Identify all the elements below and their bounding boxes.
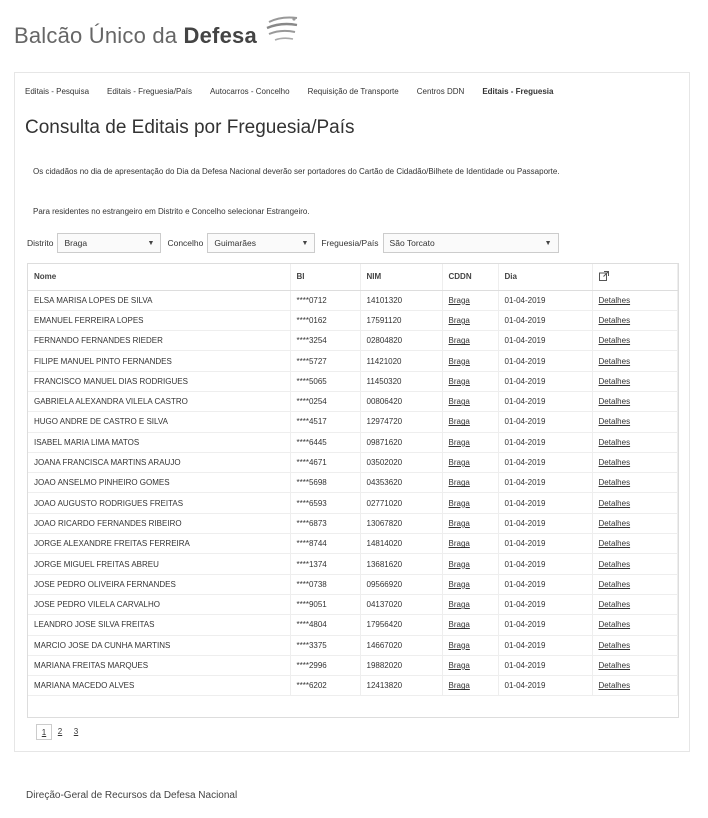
cell-dia: 01-04-2019 — [498, 635, 592, 655]
cell-cddn[interactable]: Braga — [442, 331, 498, 351]
cell-dia: 01-04-2019 — [498, 331, 592, 351]
cell-nome: MARCIO JOSE DA CUNHA MARTINS — [28, 635, 290, 655]
table-row — [28, 473, 678, 493]
table-row — [28, 655, 678, 675]
header-nome[interactable]: Nome — [28, 264, 290, 290]
cell-detalhes[interactable]: Detalhes — [592, 655, 678, 675]
cell-detalhes[interactable]: Detalhes — [592, 554, 678, 574]
cell-bi: ****3254 — [290, 331, 360, 351]
cell-nim: 00806420 — [360, 391, 442, 411]
cell-bi: ****1374 — [290, 554, 360, 574]
cell-bi: ****0162 — [290, 310, 360, 330]
table-row — [28, 493, 678, 513]
cell-bi: ****8744 — [290, 534, 360, 554]
cell-cddn[interactable]: Braga — [442, 676, 498, 696]
cell-bi: ****6593 — [290, 493, 360, 513]
cell-detalhes[interactable]: Detalhes — [592, 310, 678, 330]
cell-bi: ****5698 — [290, 473, 360, 493]
cell-bi: ****0738 — [290, 574, 360, 594]
nav-requisicao-transporte[interactable]: Requisição de Transporte — [307, 87, 399, 96]
cell-cddn[interactable]: Braga — [442, 473, 498, 493]
cell-detalhes[interactable]: Detalhes — [592, 574, 678, 594]
cell-cddn[interactable]: Braga — [442, 351, 498, 371]
cell-cddn[interactable]: Braga — [442, 371, 498, 391]
cell-detalhes[interactable]: Detalhes — [592, 432, 678, 452]
cell-detalhes[interactable]: Detalhes — [592, 331, 678, 351]
content-card — [14, 72, 690, 752]
cell-nim: 02771020 — [360, 493, 442, 513]
cell-detalhes[interactable]: Detalhes — [592, 371, 678, 391]
editais-table — [27, 263, 679, 737]
table-row — [28, 331, 678, 351]
table-row — [28, 432, 678, 452]
table-row — [28, 310, 678, 330]
cell-dia: 01-04-2019 — [498, 351, 592, 371]
cell-nim: 14667020 — [360, 635, 442, 655]
cell-nim: 03502020 — [360, 452, 442, 472]
table-row — [28, 574, 678, 594]
cell-nome: MARIANA MACEDO ALVES — [28, 676, 290, 696]
page-title: Consulta de Editais por Freguesia/País — [25, 117, 355, 138]
table-row — [28, 391, 678, 411]
cell-dia: 01-04-2019 — [498, 594, 592, 614]
cell-bi: ****9051 — [290, 594, 360, 614]
cell-nome: ELSA MARISA LOPES DE SILVA — [28, 290, 290, 310]
cell-detalhes[interactable]: Detalhes — [592, 635, 678, 655]
cell-nim: 13681620 — [360, 554, 442, 574]
caret-down-icon: ▼ — [301, 239, 309, 247]
cell-nim: 17591120 — [360, 310, 442, 330]
table-row — [28, 290, 678, 310]
distrito-label: Distrito — [27, 238, 54, 248]
header-dia[interactable]: Dia — [498, 264, 592, 290]
cell-nim: 09871620 — [360, 432, 442, 452]
cell-detalhes[interactable]: Detalhes — [592, 534, 678, 554]
nav-editais-pesquisa[interactable]: Editais - Pesquisa — [25, 87, 90, 96]
top-nav — [25, 87, 571, 96]
cell-nim: 09566920 — [360, 574, 442, 594]
cell-dia: 01-04-2019 — [498, 676, 592, 696]
freguesia-select[interactable] — [383, 233, 559, 253]
cell-cddn[interactable]: Braga — [442, 310, 498, 330]
cell-nome: JOAO AUGUSTO RODRIGUES FREITAS — [28, 493, 290, 513]
cell-bi: ****5065 — [290, 371, 360, 391]
cell-dia: 01-04-2019 — [498, 473, 592, 493]
cell-detalhes[interactable]: Detalhes — [592, 412, 678, 432]
cell-nome: JORGE ALEXANDRE FREITAS FERREIRA — [28, 534, 290, 554]
table-row — [28, 594, 678, 614]
table-row — [28, 615, 678, 635]
cell-nim: 19882020 — [360, 655, 442, 675]
notice-documents: Os cidadãos no dia de apresentação do Dia da Defesa Nacional deverão ser portadores do Cartão de Cidadão/Bilhete de Identidade ou Passaporte. — [33, 167, 560, 176]
table-row — [28, 676, 678, 696]
cell-dia: 01-04-2019 — [498, 534, 592, 554]
cell-dia: 01-04-2019 — [498, 513, 592, 533]
cell-detalhes[interactable]: Detalhes — [592, 676, 678, 696]
footer-text: Direção-Geral de Recursos da Defesa Nacional — [26, 790, 238, 801]
cell-nome: FRANCISCO MANUEL DIAS RODRIGUES — [28, 371, 290, 391]
cell-detalhes[interactable]: Detalhes — [592, 473, 678, 493]
external-link-icon[interactable] — [599, 271, 609, 281]
table-row — [28, 635, 678, 655]
cell-nome: FERNANDO FERNANDES RIEDER — [28, 331, 290, 351]
cell-bi: ****4671 — [290, 452, 360, 472]
cell-nome: JOSE PEDRO VILELA CARVALHO — [28, 594, 290, 614]
cell-detalhes[interactable]: Detalhes — [592, 513, 678, 533]
cell-bi: ****5727 — [290, 351, 360, 371]
cell-detalhes[interactable]: Detalhes — [592, 290, 678, 310]
nav-centros-ddn[interactable]: Centros DDN — [416, 87, 465, 96]
cell-bi: ****6202 — [290, 676, 360, 696]
cell-detalhes[interactable]: Detalhes — [592, 594, 678, 614]
cell-bi: ****0254 — [290, 391, 360, 411]
cell-nome: GABRIELA ALEXANDRA VILELA CASTRO — [28, 391, 290, 411]
table-header-row — [28, 264, 678, 290]
cell-bi: ****2996 — [290, 655, 360, 675]
cell-nim: 12413820 — [360, 676, 442, 696]
distrito-select[interactable] — [57, 233, 161, 253]
cell-detalhes[interactable]: Detalhes — [592, 615, 678, 635]
cell-cddn[interactable]: Braga — [442, 534, 498, 554]
header-bi[interactable]: BI — [290, 264, 360, 290]
nav-editais-freguesia-pais[interactable]: Editais - Freguesia/País — [107, 87, 192, 96]
cell-bi: ****4517 — [290, 412, 360, 432]
cell-nome: HUGO ANDRE DE CASTRO E SILVA — [28, 412, 290, 432]
cell-detalhes[interactable]: Detalhes — [592, 452, 678, 472]
caret-down-icon: ▼ — [544, 239, 552, 247]
defesa-logo-icon — [261, 14, 301, 50]
nav-editais-freguesia[interactable]: Editais - Freguesia — [482, 87, 554, 96]
cell-nim: 11450320 — [360, 371, 442, 391]
header-external[interactable] — [592, 264, 678, 290]
cell-cddn[interactable]: Braga — [442, 290, 498, 310]
table-row — [28, 452, 678, 472]
brand[interactable] — [14, 18, 301, 54]
cell-detalhes[interactable]: Detalhes — [592, 391, 678, 411]
cell-nim: 04137020 — [360, 594, 442, 614]
cell-dia: 01-04-2019 — [498, 391, 592, 411]
brand-name: Balcão Único da Defesa — [14, 23, 257, 48]
cell-dia: 01-04-2019 — [498, 432, 592, 452]
table-row — [28, 412, 678, 432]
cell-dia: 01-04-2019 — [498, 615, 592, 635]
cell-dia: 01-04-2019 — [498, 574, 592, 594]
cell-nome: EMANUEL FERREIRA LOPES — [28, 310, 290, 330]
cell-nim: 02804820 — [360, 331, 442, 351]
cell-nome: JOAO RICARDO FERNANDES RIBEIRO — [28, 513, 290, 533]
distrito-value: Braga — [64, 238, 88, 248]
cell-bi: ****6873 — [290, 513, 360, 533]
cell-nome: JOAO ANSELMO PINHEIRO GOMES — [28, 473, 290, 493]
table-row — [28, 513, 678, 533]
cell-nome: JOSE PEDRO OLIVEIRA FERNANDES — [28, 574, 290, 594]
cell-cddn[interactable]: Braga — [442, 452, 498, 472]
nav-autocarros-concelho[interactable]: Autocarros - Concelho — [209, 87, 290, 96]
cell-bi: ****4804 — [290, 615, 360, 635]
table-row — [28, 554, 678, 574]
cell-nim: 14101320 — [360, 290, 442, 310]
cell-cddn[interactable]: Braga — [442, 513, 498, 533]
cell-dia: 01-04-2019 — [498, 452, 592, 472]
caret-down-icon: ▼ — [147, 239, 155, 247]
cell-nim: 13067820 — [360, 513, 442, 533]
cell-cddn[interactable]: Braga — [442, 594, 498, 614]
cell-nim: 04353620 — [360, 473, 442, 493]
cell-cddn[interactable]: Braga — [442, 635, 498, 655]
cell-nim: 11421020 — [360, 351, 442, 371]
concelho-label: Concelho — [167, 238, 204, 248]
cell-nome: ISABEL MARIA LIMA MATOS — [28, 432, 290, 452]
cell-nim: 17956420 — [360, 615, 442, 635]
cell-dia: 01-04-2019 — [498, 310, 592, 330]
header-cddn[interactable]: CDDN — [442, 264, 498, 290]
cell-dia: 01-04-2019 — [498, 371, 592, 391]
cell-detalhes[interactable]: Detalhes — [592, 493, 678, 513]
cell-nim: 12974720 — [360, 412, 442, 432]
cell-nome: FILIPE MANUEL PINTO FERNANDES — [28, 351, 290, 371]
cell-nome: JORGE MIGUEL FREITAS ABREU — [28, 554, 290, 574]
table-row — [28, 534, 678, 554]
page-2-link[interactable]: 2 — [57, 727, 63, 736]
cell-dia: 01-04-2019 — [498, 412, 592, 432]
cell-dia: 01-04-2019 — [498, 290, 592, 310]
cell-cddn[interactable]: Braga — [442, 574, 498, 594]
pagination — [36, 724, 84, 740]
cell-bi: ****3375 — [290, 635, 360, 655]
cell-bi: ****6445 — [290, 432, 360, 452]
page-1-link[interactable]: 1 — [36, 724, 52, 740]
notice-abroad: Para residentes no estrangeiro em Distrito e Concelho selecionar Estrangeiro. — [33, 207, 310, 216]
cell-cddn[interactable]: Braga — [442, 432, 498, 452]
cell-cddn[interactable]: Braga — [442, 391, 498, 411]
cell-nome: LEANDRO JOSE SILVA FREITAS — [28, 615, 290, 635]
cell-cddn[interactable]: Braga — [442, 412, 498, 432]
cell-bi: ****0712 — [290, 290, 360, 310]
freguesia-label: Freguesia/País — [321, 238, 379, 248]
concelho-select[interactable] — [207, 233, 315, 253]
page-3-link[interactable]: 3 — [73, 727, 79, 736]
header-nim[interactable]: NIM — [360, 264, 442, 290]
filters — [27, 233, 565, 253]
cell-nome: JOANA FRANCISCA MARTINS ARAUJO — [28, 452, 290, 472]
cell-cddn[interactable]: Braga — [442, 615, 498, 635]
concelho-value: Guimarães — [214, 238, 256, 248]
cell-nome: MARIANA FREITAS MARQUES — [28, 655, 290, 675]
table-row — [28, 351, 678, 371]
cell-dia: 01-04-2019 — [498, 493, 592, 513]
cell-nim: 14814020 — [360, 534, 442, 554]
cell-cddn[interactable]: Braga — [442, 493, 498, 513]
cell-cddn[interactable]: Braga — [442, 554, 498, 574]
freguesia-value: São Torcato — [389, 238, 435, 248]
cell-detalhes[interactable]: Detalhes — [592, 351, 678, 371]
table-row — [28, 371, 678, 391]
cell-dia: 01-04-2019 — [498, 655, 592, 675]
cell-cddn[interactable]: Braga — [442, 655, 498, 675]
cell-dia: 01-04-2019 — [498, 554, 592, 574]
